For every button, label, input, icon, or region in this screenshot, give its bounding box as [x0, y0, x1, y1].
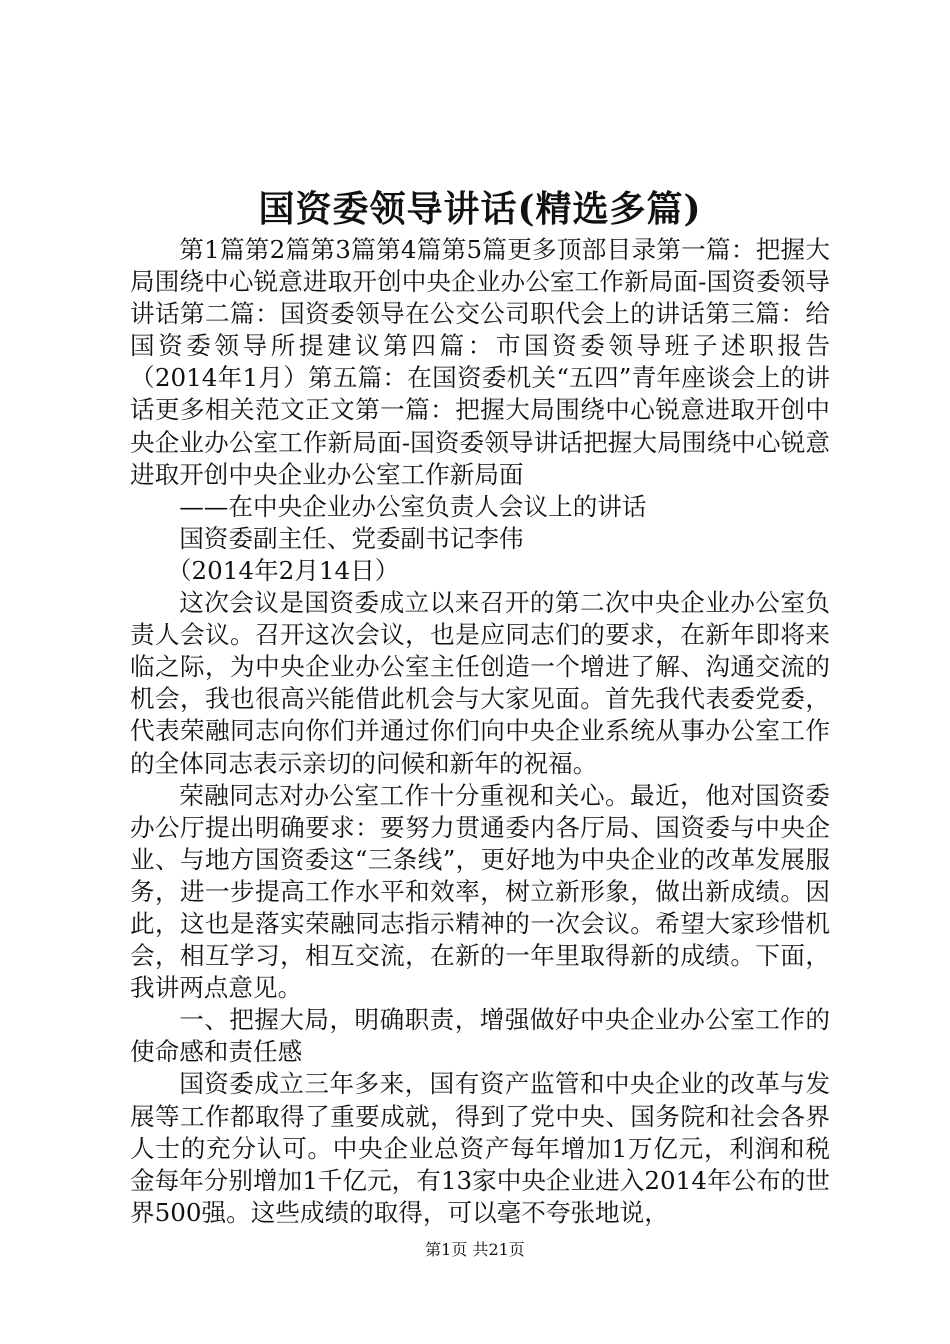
speaker-line: 国资委副主任、党委副书记李伟 [179, 523, 524, 553]
body-paragraph: 国资委成立三年多来，国有资产监管和中央企业的改革与发展等工作都取得了重要成就，得到了党中央、国务院和社会各界人士的充分认可。中央企业总资产每年增加1万亿元，利润和税金每年分别增加1千亿元，有13家中央企业进入2014年公布的世界500强。这些成绩的取得，可以毫不夸张地说， [130, 1069, 830, 1227]
speech-subtitle: ——在中央企业办公室负责人会议上的讲话 [179, 491, 647, 521]
table-of-contents-paragraph: 第1篇第2篇第3篇第4篇第5篇更多顶部目录第一篇：把握大局围绕中心锐意进取开创中央企业办公室工作新局面-国资委领导讲话第二篇：国资委领导在公交公司职代会上的讲话第三篇：给国资委领导所提建议第四篇：市国资委领导班子述职报告（2014年1月）第五篇：在国资委机关“五四”青年座谈会上的讲话更多相关范文正文第一篇：把握大局围绕中心锐意进取开创中央企业办公室工作新局面-国资委领导讲话把握大局围绕中心锐意进取开创中央企业办公室工作新局面 [130, 235, 830, 489]
section-heading: 一、把握大局，明确职责，增强做好中央企业办公室工作的使命感和责任感 [130, 1005, 830, 1067]
page-indicator: 第1页 共21页 [425, 1240, 525, 1259]
body-paragraph: 荣融同志对办公室工作十分重视和关心。最近，他对国资委办公厅提出明确要求：要努力贯通委内各厅局、国资委与中央企业、与地方国资委这“三条线”，更好地为中央企业的改革发展服务，进一步提高工作水平和效率，树立新形象，做出新成绩。因此，这也是落实荣融同志指示精神的一次会议。希望大家珍惜机会，相互学习，相互交流，在新的一年里取得新的成绩。下面，我讲两点意见。 [130, 780, 830, 1003]
body-paragraph: 这次会议是国资委成立以来召开的第二次中央企业办公室负责人会议。召开这次会议，也是应同志们的要求，在新年即将来临之际，为中央企业办公室主任创造一个增进了解、沟通交流的机会，我也很高兴能借此机会与大家见面。首先我代表委党委，代表荣融同志向你们并通过你们向中央企业系统从事办公室工作的全体同志表示亲切的问候和新年的祝福。 [130, 588, 830, 778]
speech-date: （2014年2月14日） [166, 555, 400, 585]
document-title: 国资委领导讲话(精选多篇) [258, 188, 702, 230]
document-body [130, 234, 830, 1229]
